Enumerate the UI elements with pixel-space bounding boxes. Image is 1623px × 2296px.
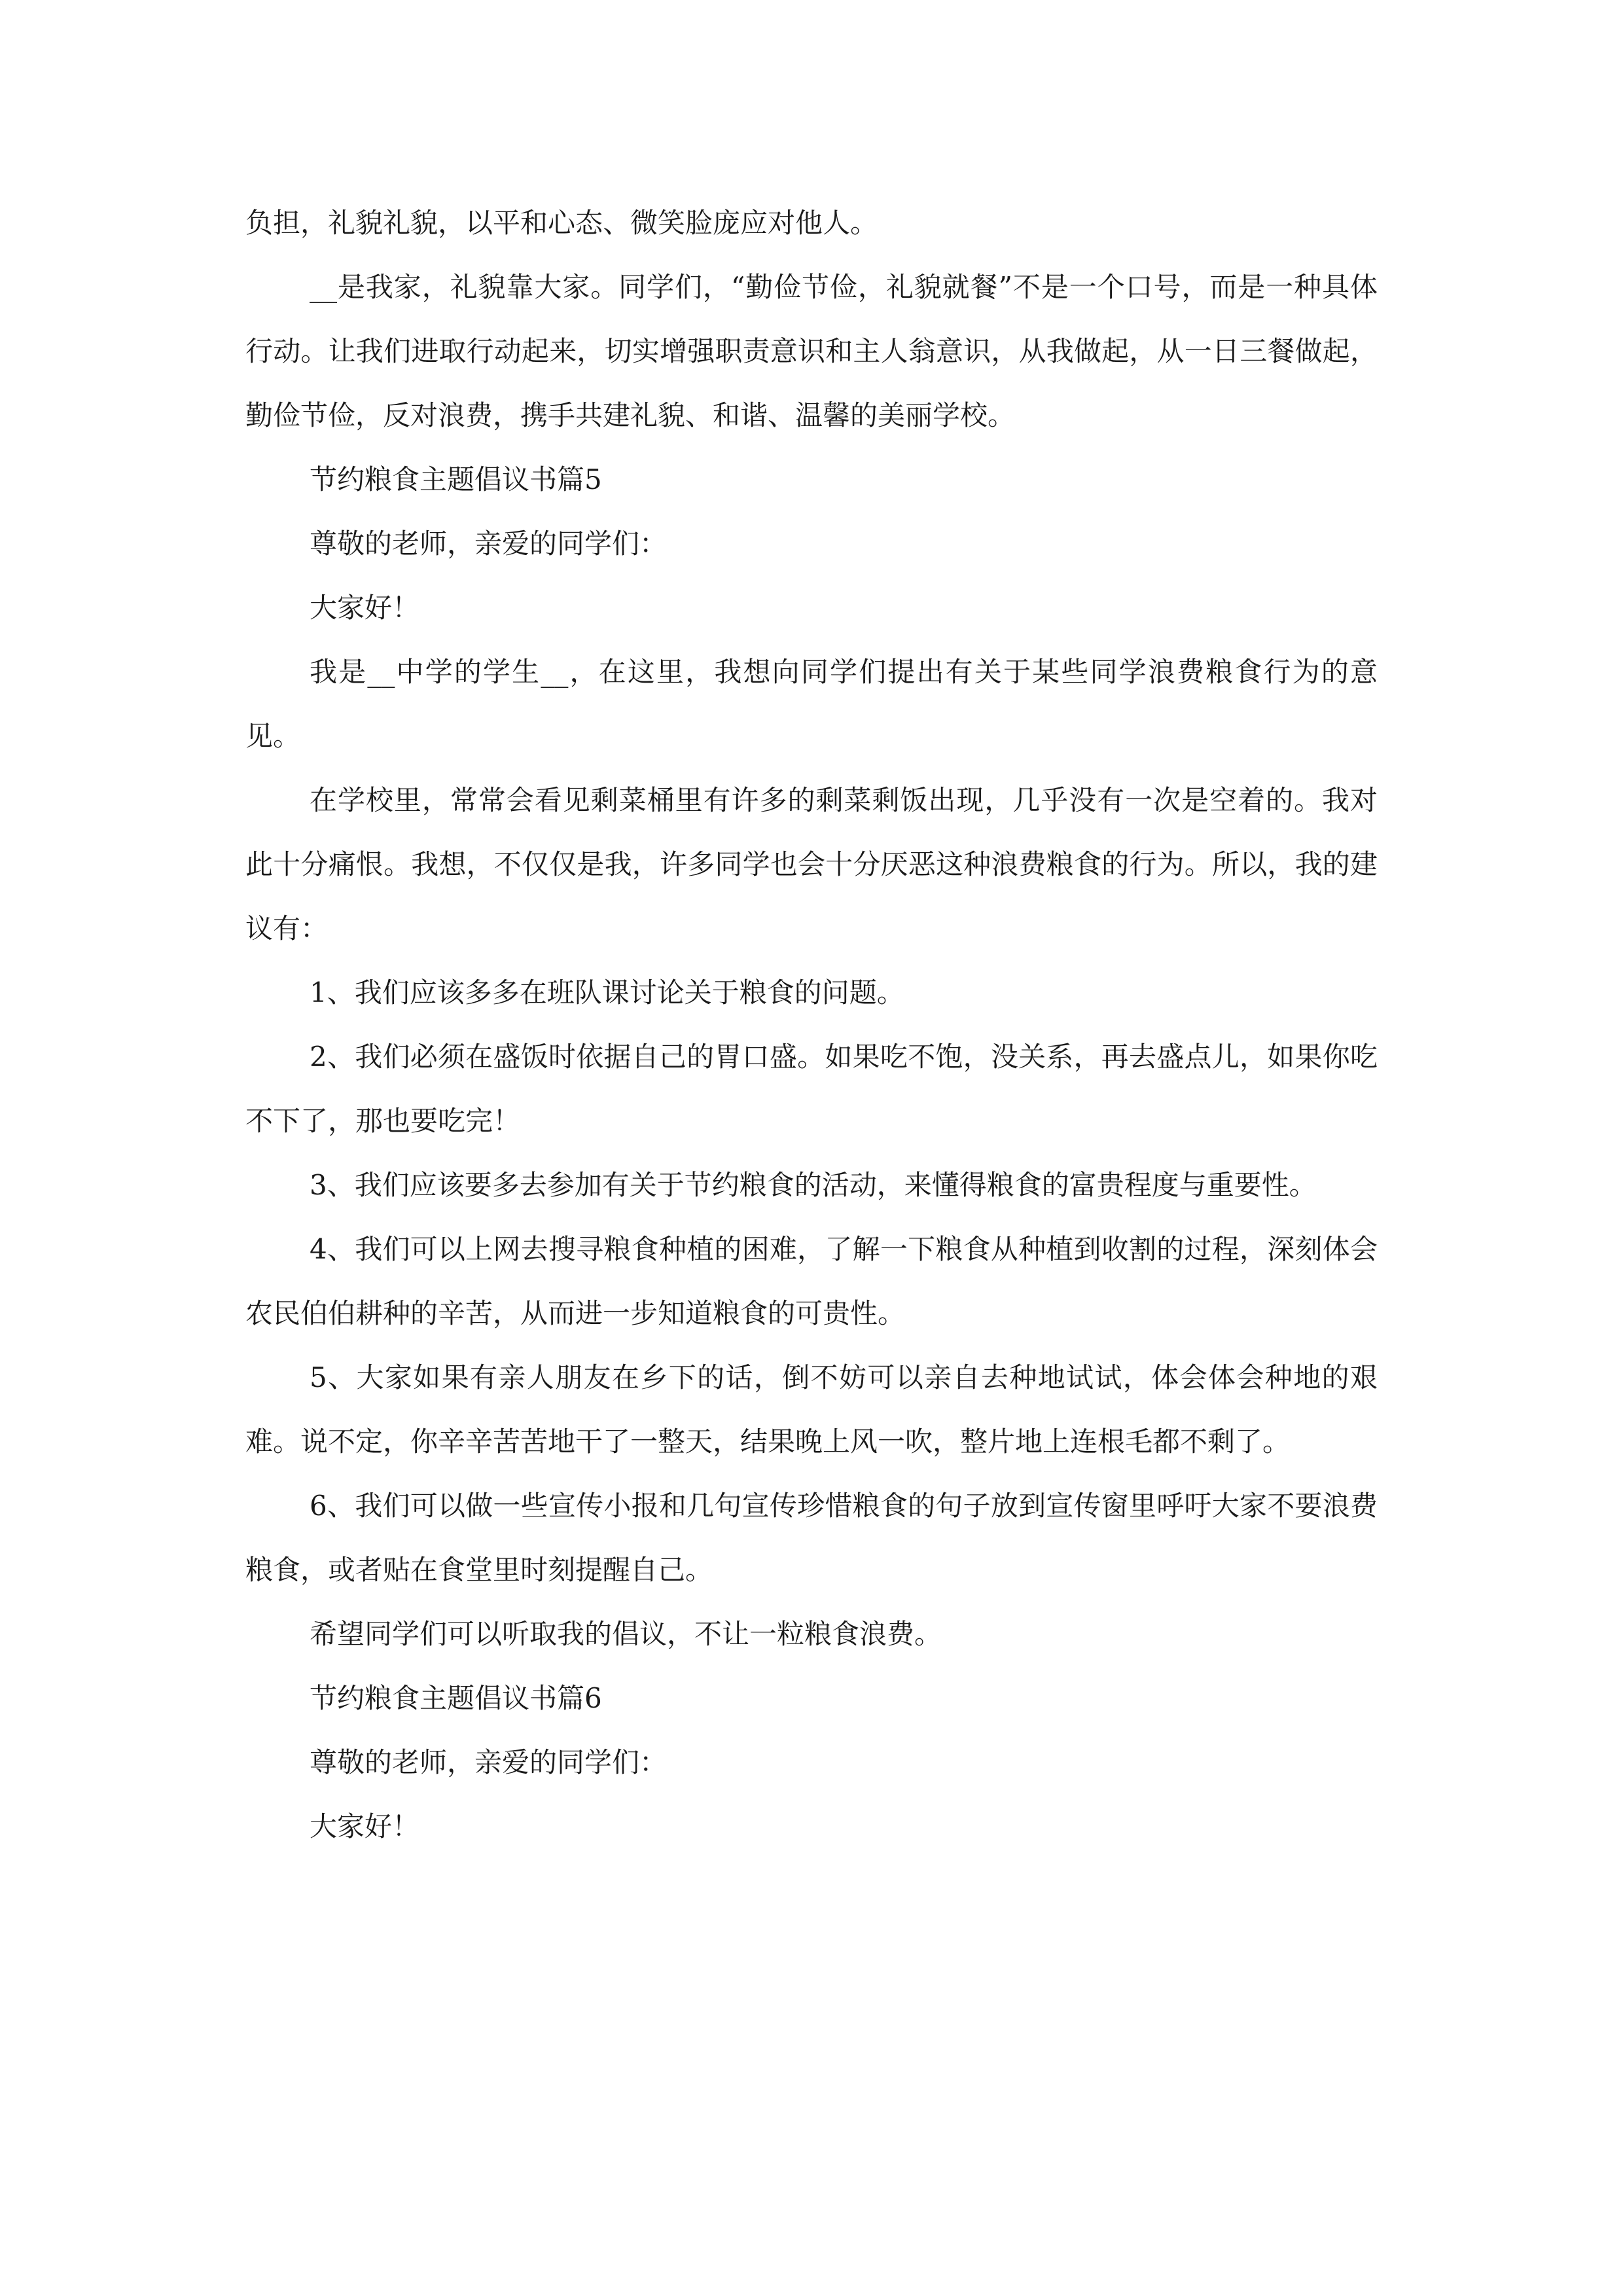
salutation: 尊敬的老师，亲爱的同学们： [310, 528, 668, 560]
list-item: 4、我们可以上网去搜寻粮食种植的困难，了解一下粮食从种植到收割的过程，深刻体会农民伯伯耕种的辛苦，从而进一步知道粮食的可贵性。 [245, 1233, 1378, 1329]
greeting: 大家好！ [310, 592, 420, 624]
salutation: 尊敬的老师，亲爱的同学们： [310, 1746, 668, 1778]
paragraph: 希望同学们可以听取我的倡议，不让一粒粮食浪费。 [310, 1618, 942, 1650]
section-heading: 节约粮食主题倡议书篇5 [310, 463, 602, 495]
list-item: 2、我们必须在盛饭时依据自己的胃口盛。如果吃不饱，没关系，再去盛点儿，如果你吃不下了，那也要吃完！ [245, 1041, 1378, 1137]
paragraph: 我是__中学的学生__，在这里，我想向同学们提出有关于某些同学浪费粮食行为的意见。 [245, 656, 1378, 752]
document-body [245, 191, 1378, 1859]
greeting: 大家好！ [310, 1810, 420, 1842]
paragraph: __是我家，礼貌靠大家。同学们，“勤俭节俭，礼貌就餐”不是一个口号，而是一种具体行动。让我们进取行动起来，切实增强职责意识和主人翁意识，从我做起，从一日三餐做起，勤俭节俭，反对浪费，携手共建礼貌、和谐、温馨的美丽学校。 [245, 271, 1378, 431]
paragraph: 负担，礼貌礼貌，以平和心态、微笑脸庞应对他人。 [245, 207, 878, 239]
list-item: 6、我们可以做一些宣传小报和几句宣传珍惜粮食的句子放到宣传窗里呼吁大家不要浪费粮食，或者贴在食堂里时刻提醒自己。 [245, 1490, 1378, 1586]
section-heading: 节约粮食主题倡议书篇6 [310, 1682, 602, 1714]
paragraph: 在学校里，常常会看见剩菜桶里有许多的剩菜剩饭出现，几乎没有一次是空着的。我对此十分痛恨。我想，不仅仅是我，许多同学也会十分厌恶这种浪费粮食的行为。所以，我的建议有： [245, 784, 1378, 944]
list-item: 5、大家如果有亲人朋友在乡下的话，倒不妨可以亲自去种地试试，体会体会种地的艰难。说不定，你辛辛苦苦地干了一整天，结果晚上风一吹，整片地上连根毛都不剩了。 [245, 1361, 1378, 1458]
list-item: 3、我们应该要多去参加有关于节约粮食的活动，来懂得粮食的富贵程度与重要性。 [310, 1169, 1317, 1201]
list-item: 1、我们应该多多在班队课讨论关于粮食的问题。 [310, 977, 904, 1009]
